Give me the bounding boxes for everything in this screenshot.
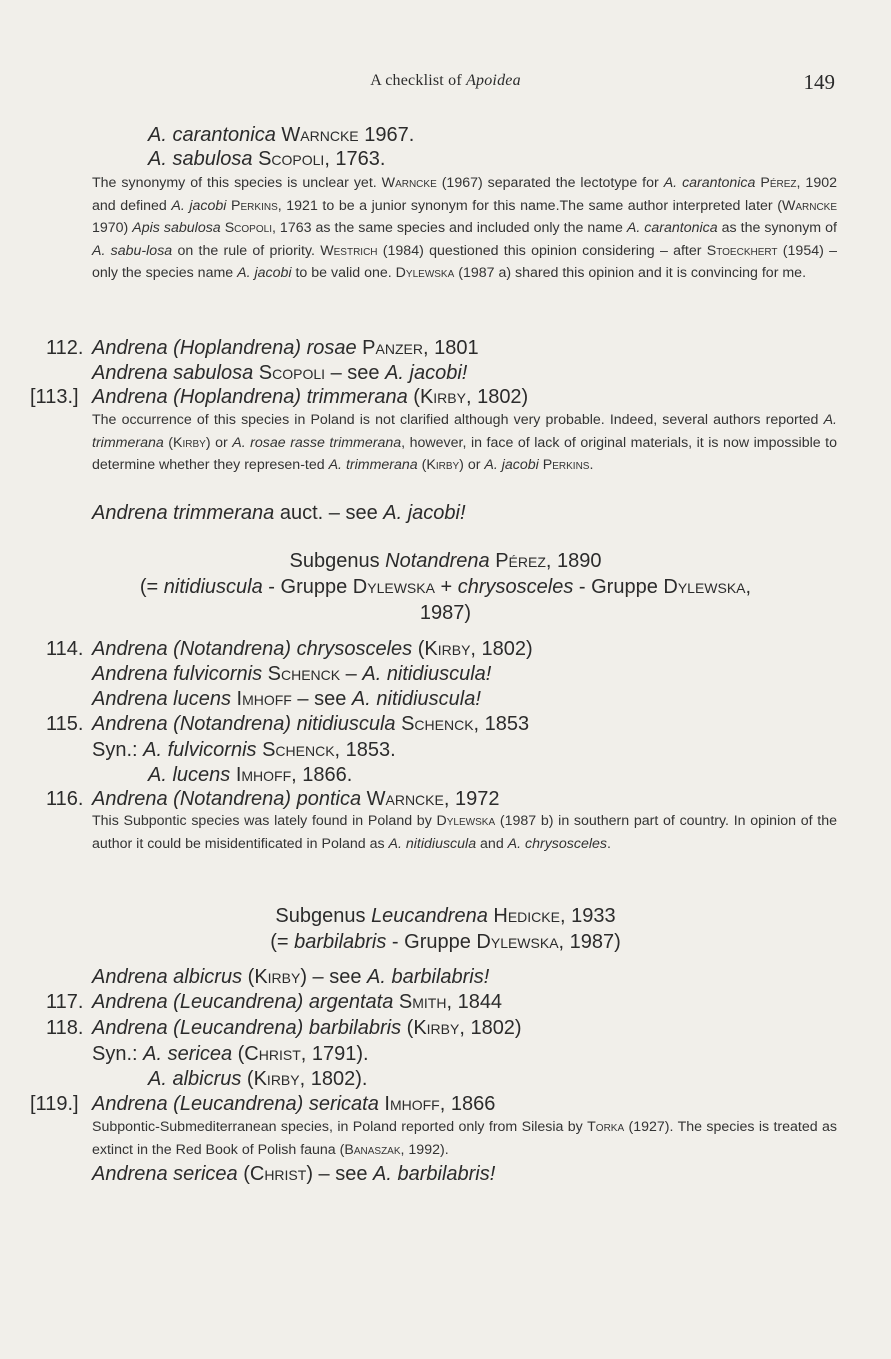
year: , 1853.	[334, 739, 396, 761]
text: (1967) separated the lectotype for	[436, 175, 664, 191]
text: (1927). The species is treated as extinct in the Red Book of Polish fauna (	[92, 1119, 837, 1158]
species-name: Apis sabulosa	[132, 220, 221, 236]
species-name: A. lucens	[148, 764, 231, 786]
species-name: A. trimmerana	[328, 457, 418, 473]
text: (	[237, 1163, 250, 1185]
text: This Subpontic species was lately found in Poland by	[92, 813, 437, 829]
text: Subpontic-Submediterranean species, in Poland reported only from Silesia by	[92, 1119, 588, 1135]
text: The occurrence of this species in Poland is not clarified although very probable. Indeed, several authors reported	[92, 412, 824, 428]
author: Smith	[393, 991, 447, 1013]
entry-number: 115.	[46, 713, 84, 735]
text: , 1902 and defined	[92, 175, 837, 214]
author: Hedicke	[487, 905, 560, 927]
text: ) or	[205, 434, 233, 451]
text: (	[242, 966, 255, 988]
species-name: Andrena (Notandrena) nitidiuscula	[92, 713, 396, 735]
author: Kirby	[173, 434, 206, 451]
author: Warncke 1967.	[281, 124, 415, 146]
text: on the rule of priority.	[172, 242, 321, 259]
note-paragraph-pontica	[92, 810, 837, 855]
author: Scopoli	[224, 220, 272, 236]
cross-ref-trimmerana	[92, 500, 466, 526]
species-name: Andrena trimmerana	[92, 502, 275, 524]
text: ,	[745, 576, 752, 598]
author: Christ	[244, 1043, 301, 1065]
subgenus-synonymy-notandrena	[0, 574, 891, 600]
species-name: Andrena fulvicornis	[92, 663, 263, 685]
year: , 1866	[439, 1093, 496, 1115]
text: auct. – see	[274, 502, 384, 524]
subgenus-name: Notandrena	[385, 550, 490, 572]
entry-118	[92, 1015, 522, 1041]
author: Schenck	[256, 739, 335, 761]
year: , 1801	[422, 337, 479, 359]
see-target: A. jacobi!	[383, 502, 466, 524]
group-name: chrysosceles	[457, 576, 574, 598]
species-name: A. sabulosa	[148, 148, 253, 170]
author: Warncke	[361, 788, 444, 810]
author: Kirby	[413, 1017, 460, 1039]
text: +	[434, 576, 458, 598]
text: (	[401, 1017, 414, 1039]
text: as the synonym of	[717, 220, 837, 236]
year: , 1791).	[300, 1043, 369, 1065]
year: , 1802)	[459, 1017, 522, 1039]
text: (1984) questioned this opinion considering – after	[377, 242, 707, 259]
see-target: A. jacobi!	[385, 362, 468, 384]
cross-ref-albicrus	[92, 964, 489, 990]
text: (	[232, 1043, 245, 1065]
cross-ref-sericea	[92, 1161, 495, 1187]
running-title-taxon: Apoidea	[466, 72, 521, 89]
year: , 1866.	[291, 764, 353, 786]
author: Torka	[587, 1119, 625, 1135]
species-name: A. nitidiuscula	[388, 835, 477, 852]
text: (	[241, 1068, 254, 1090]
entry-number: 116.	[46, 788, 84, 810]
author: Imhoff	[230, 688, 292, 710]
text: (=	[139, 576, 164, 598]
species-name: A. trimmerana	[92, 412, 837, 451]
text: The synonymy of this species is unclear yet.	[92, 175, 382, 191]
author: Christ	[249, 1163, 307, 1185]
text: –	[340, 663, 363, 685]
entry-113	[92, 384, 528, 410]
text: (	[412, 638, 425, 660]
species-name: Andrena (Leucandrena) argentata	[92, 991, 394, 1013]
cross-ref-fulvicornis	[92, 661, 491, 687]
note-paragraph-sericata	[92, 1116, 837, 1161]
author: Perkins	[542, 457, 590, 473]
subgenus-heading-leucandrena	[0, 903, 891, 929]
author: Warncke	[781, 197, 838, 214]
see-target: A. nitidiuscula!	[362, 663, 492, 685]
species-name: Andrena sericea	[92, 1163, 238, 1185]
running-head	[0, 72, 891, 90]
syn-label: Syn.:	[92, 1043, 144, 1065]
author: Kirby	[254, 966, 301, 988]
entry-116	[92, 786, 499, 812]
synonym-albicrus	[148, 1066, 367, 1092]
group-name: barbilabris	[294, 931, 387, 953]
entry-number: [119.]	[30, 1093, 79, 1115]
see-target: A. nitidiuscula!	[351, 688, 481, 710]
author: Dylewska	[663, 576, 746, 598]
entry-119	[92, 1091, 495, 1117]
author: Imhoff	[230, 764, 292, 786]
year: , 1844	[446, 991, 503, 1013]
cross-ref-lucens	[92, 686, 481, 712]
subgenus-heading-notandrena	[0, 548, 891, 574]
author: Banaszak	[344, 1141, 401, 1158]
author: Dylewska	[476, 931, 559, 953]
syn-label: Syn.:	[92, 739, 144, 761]
species-name: A. sericea	[143, 1043, 233, 1065]
subgenus-synonymy-year: 1987)	[419, 602, 472, 624]
year: , 1972	[443, 788, 500, 810]
note-paragraph-trimmerana	[92, 409, 837, 477]
author: Westrich	[320, 242, 378, 259]
author: Pérez	[489, 550, 546, 572]
author: Kirby	[426, 457, 460, 473]
species-name: A. rosae rasse trimmerana	[232, 434, 402, 451]
text: 1970)	[92, 220, 133, 236]
author: Schenck	[395, 713, 474, 735]
species-name: Andrena albicrus	[92, 966, 243, 988]
text: – see	[291, 688, 352, 710]
author: Dylewska	[395, 265, 455, 281]
species-name: A. carantonica	[148, 124, 276, 146]
species-name: Andrena (Leucandrena) sericata	[92, 1093, 379, 1115]
species-name: A. carantonica	[663, 175, 756, 191]
synonym-fulvicornis	[92, 737, 396, 763]
text: - Gruppe	[573, 576, 664, 598]
running-title: A checklist of	[370, 72, 467, 89]
text: (	[407, 386, 420, 408]
text: .	[607, 835, 611, 852]
author: Pérez	[760, 175, 797, 191]
author: Schenck	[262, 663, 341, 685]
entry-number: 117.	[46, 991, 84, 1013]
author: Kirby	[419, 386, 466, 408]
text: and	[476, 835, 508, 852]
author: Panzer	[362, 337, 423, 359]
author: Scopoli	[258, 362, 326, 384]
author: Warncke	[381, 175, 437, 191]
entry-117	[92, 989, 502, 1015]
text: (	[417, 457, 427, 473]
entry-114	[92, 636, 533, 662]
synonym-sabulosa	[148, 146, 385, 172]
entry-number: 118.	[46, 1017, 84, 1039]
author: Kirby	[253, 1068, 300, 1090]
species-name: A. jacobi	[237, 265, 292, 281]
text: ) – see	[306, 1163, 374, 1185]
text: , 1921 to be a junior synonym for this name.The same author interpreted later (	[277, 197, 782, 214]
text: ) or	[459, 457, 485, 473]
species-name: Andrena (Notandrena) chrysosceles	[92, 638, 413, 660]
text: , 1987)	[558, 931, 621, 953]
text: , 1992).	[400, 1141, 449, 1158]
text: – see	[325, 362, 386, 384]
species-name: A. jacobi	[171, 197, 227, 214]
author: Kirby	[424, 638, 471, 660]
text: Subgenus	[289, 550, 386, 572]
year: , 1890	[545, 550, 602, 572]
text: - Gruppe	[386, 931, 477, 953]
text: ) – see	[300, 966, 368, 988]
species-name: A. fulvicornis	[143, 739, 257, 761]
species-name: A. albicrus	[148, 1068, 242, 1090]
page-number: 149	[803, 70, 835, 94]
synonym-lucens	[148, 762, 352, 788]
species-name: Andrena sabulosa	[92, 362, 254, 384]
subgenus-synonymy-leucandrena	[0, 929, 891, 955]
year: , 1802).	[299, 1068, 368, 1090]
author: Stoeckhert	[706, 242, 778, 259]
text: (1987 b) in southern part of country. In opinion of the author it could be misidentificated in Poland as	[92, 813, 837, 852]
text: Subgenus	[275, 905, 372, 927]
entry-number: [113.]	[30, 386, 79, 408]
species-name: Andrena (Notandrena) pontica	[92, 788, 362, 810]
synonym-sericea	[92, 1041, 369, 1067]
synonym-carantonica	[148, 122, 414, 148]
entry-115	[92, 711, 529, 737]
author: Dylewska	[352, 576, 435, 598]
entry-number: 114.	[46, 638, 84, 660]
species-name: Andrena lucens	[92, 688, 231, 710]
author: Imhoff	[378, 1093, 440, 1115]
species-name: Andrena (Hoplandrena) trimmerana	[92, 386, 408, 408]
species-name: A. carantonica	[626, 220, 718, 236]
author: Scopoli, 1763.	[258, 148, 386, 170]
species-name: A. jacobi	[484, 457, 539, 473]
see-target: A. barbilabris!	[373, 1163, 496, 1185]
species-name: A. chrysosceles	[507, 835, 608, 852]
year: , 1802)	[465, 386, 529, 408]
entry-112	[92, 335, 479, 361]
see-target: A. barbilabris!	[367, 966, 490, 988]
cross-ref-sabulosa	[92, 360, 467, 386]
species-name: A. sabu-losa	[92, 242, 173, 259]
author: Perkins	[231, 197, 278, 214]
text: (=	[270, 931, 295, 953]
year: , 1933	[559, 905, 616, 927]
text: , however, in face of lack of original materials, it is now impossible to determine whether they represen-ted	[92, 434, 837, 473]
species-name: Andrena (Leucandrena) barbilabris	[92, 1017, 402, 1039]
text: (1987 a) shared this opinion and it is convincing for me.	[454, 265, 807, 281]
note-paragraph-sabulosa	[92, 172, 837, 285]
text: to be valid one.	[291, 265, 396, 281]
year: , 1802)	[470, 638, 533, 660]
text: - Gruppe	[262, 576, 353, 598]
year: , 1853	[473, 713, 530, 735]
subgenus-name: Leucandrena	[371, 905, 488, 927]
author: Dylewska	[436, 813, 496, 829]
text: , 1763 as the same species and included only the name	[271, 220, 627, 236]
group-name: nitidiuscula	[163, 576, 263, 598]
species-name: Andrena (Hoplandrena) rosae	[92, 337, 357, 359]
text: (1954) – only the species name	[92, 242, 837, 281]
entry-number: 112.	[46, 337, 84, 359]
text: (	[163, 434, 174, 451]
text: .	[589, 457, 594, 473]
